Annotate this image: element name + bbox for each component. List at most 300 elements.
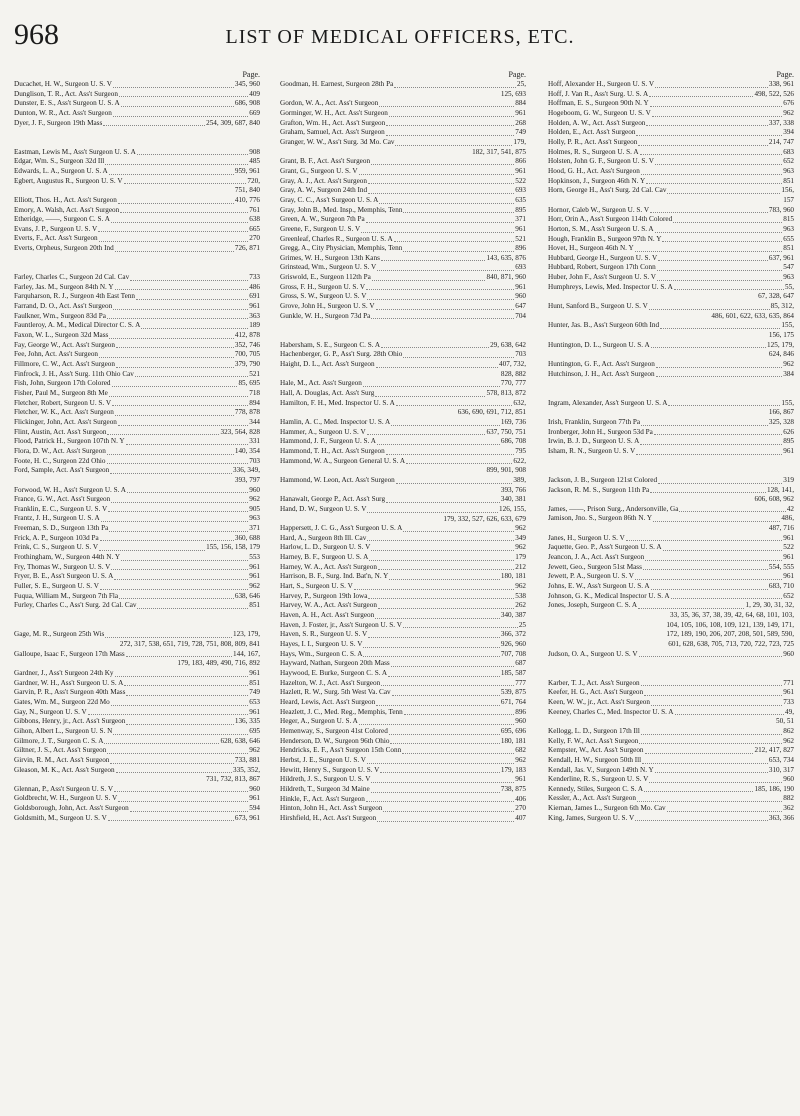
entry-name: Keen, W. W., jr., Act. Ass't Surgeon	[548, 697, 650, 706]
entry-name: Dunster, E. S., Ass't Surgeon U. S. A	[14, 99, 120, 108]
column-header: Page.	[508, 70, 526, 79]
dot-leader	[104, 743, 219, 744]
entry-name: Jewett, P. A., Surgeon U. S. V	[548, 572, 634, 581]
entry-pages: 963	[249, 514, 260, 523]
entry-name: Gunkle, W. H., Surgeon 73d Pa	[280, 311, 371, 320]
index-entry	[280, 611, 526, 621]
dot-leader	[107, 753, 248, 754]
dot-leader	[645, 560, 782, 561]
entry-pages-continued: 179, 183, 489, 490, 716, 892	[177, 659, 260, 668]
index-entry	[280, 534, 526, 544]
entry-name: Fay, George W., Act. Ass't Surgeon	[14, 340, 115, 349]
entry-name: Holsten, John G. F., Surgeon U. S. V	[548, 157, 654, 166]
dot-leader	[646, 183, 782, 184]
entry-pages: 693	[515, 263, 526, 272]
dot-leader	[111, 502, 248, 503]
entry-name: Farley, Charles C., Surgeon 2d Cal. Cav	[14, 273, 130, 282]
index-entry	[548, 553, 794, 563]
dot-leader	[124, 183, 247, 184]
entry-name: Irwin, B. J. D., Surgeon U. S. A	[548, 437, 640, 446]
index-entry	[14, 428, 260, 438]
dot-leader	[663, 550, 783, 551]
dot-leader	[113, 309, 248, 310]
dot-leader	[403, 251, 514, 252]
entry-name: Haven, J. Foster, jr., Ass't Surgeon U. S. V	[280, 620, 402, 629]
entry-pages: 407, 732,	[499, 360, 526, 368]
entry-pages: 961	[783, 572, 794, 581]
dot-leader	[105, 637, 232, 638]
index-entry	[548, 794, 794, 804]
index-entry	[548, 157, 794, 167]
entry-name: Ingram, Alexander, Ass't Surgeon U. S. A	[548, 398, 668, 407]
index-entry	[280, 814, 526, 824]
entry-name: Jewett, Geo., Surgeon 51st Mass	[548, 562, 642, 571]
entry-name: Hough, Franklin B., Surgeon 97th N. Y	[548, 234, 662, 243]
entry-pages: 795	[515, 446, 526, 455]
entry-pages: 962	[515, 524, 526, 533]
dot-leader	[642, 763, 768, 764]
entry-pages: 962	[249, 582, 260, 591]
dot-leader	[649, 309, 770, 310]
entry-name: Jaquette, Geo. P., Ass't Surgeon U. S. A	[548, 543, 662, 552]
entry-name: Huntington, G. F., Act. Ass't Surgeon	[548, 360, 655, 369]
dot-leader	[651, 589, 768, 590]
entry-pages: 594	[249, 804, 260, 813]
entry-pages: 961	[783, 446, 794, 455]
entry-name: Grimes, W. H., Surgeon 13th Kans	[280, 253, 380, 262]
dot-leader	[114, 791, 248, 792]
entry-pages: 905	[249, 504, 260, 513]
entry-name: Gay, N., Surgeon U. S. V	[14, 707, 87, 716]
dot-leader	[668, 405, 780, 406]
dot-leader	[116, 347, 234, 348]
entry-pages: 638, 646	[234, 591, 260, 600]
entry-name: Horn, George H., Ass't Surg. 2d Cal. Cav	[548, 186, 667, 195]
index-entry	[14, 698, 260, 708]
index-entry	[14, 418, 260, 428]
index-entry	[548, 119, 794, 129]
index-entry	[14, 215, 260, 225]
index-entry	[548, 263, 794, 273]
index-entry	[14, 360, 260, 370]
index-entry	[548, 534, 794, 544]
entry-pages: 42	[786, 504, 794, 513]
dot-leader	[111, 705, 248, 706]
index-entry	[280, 746, 526, 756]
index-entry	[548, 254, 794, 264]
index-entry	[280, 109, 526, 119]
index-entry	[548, 177, 794, 187]
entry-pages: 212	[515, 562, 526, 571]
index-entry	[280, 447, 526, 457]
entry-pages: 349	[515, 533, 526, 542]
index-entry	[280, 389, 526, 399]
entry-pages: 578, 813, 872	[486, 388, 526, 397]
entry-pages: 155, 156, 158, 179	[206, 543, 260, 552]
index-entry	[14, 157, 260, 167]
entry-pages: 189	[249, 321, 260, 330]
dot-leader	[354, 589, 514, 590]
index-entry	[548, 321, 794, 331]
index-entry	[548, 746, 794, 756]
entry-name: James, ——, Prison Surg., Andersonville, Ga	[548, 504, 679, 513]
entry-pages: 851	[783, 176, 794, 185]
index-entry	[280, 621, 526, 631]
entry-pages: 539, 875	[500, 688, 526, 697]
index-entry	[14, 389, 260, 399]
entry-pages: 212, 417, 827	[754, 746, 794, 755]
entry-pages: 638	[249, 215, 260, 224]
index-entry	[14, 756, 260, 766]
dot-leader	[376, 705, 500, 706]
dot-leader	[100, 540, 234, 541]
index-entry	[280, 708, 526, 718]
entry-pages: 961	[783, 688, 794, 697]
dot-leader	[391, 666, 515, 667]
index-entry	[548, 341, 794, 351]
dot-leader	[88, 714, 248, 715]
dot-leader	[367, 763, 514, 764]
entry-name: Holly, P. R., Act. Ass't Surgeon	[548, 137, 638, 146]
dot-leader	[379, 203, 514, 204]
entry-pages: 733	[249, 273, 260, 282]
entry-name: Grinstead, Wm., Surgeon U. S. V	[280, 263, 377, 272]
entry-name: Frink, C. S., Surgeon U. S. V	[14, 543, 99, 552]
entry-pages: 325, 328	[768, 417, 794, 426]
entry-pages: 626	[783, 427, 794, 436]
entry-name: Foote, H. C., Surgeon 22d Ohio	[14, 456, 106, 465]
entry-pages: 179	[515, 553, 526, 562]
entry-pages: 143, 635, 876	[486, 253, 526, 262]
index-entry	[280, 669, 526, 679]
entry-name: Kellogg, L. D., Surgeon 17th Ill	[548, 726, 640, 735]
dot-leader	[386, 125, 514, 126]
index-entry	[280, 138, 526, 148]
entry-pages: 486	[249, 282, 260, 291]
index-entry	[548, 235, 794, 245]
entry-name: Gross, S. W., Surgeon U. S. V	[280, 292, 367, 301]
dot-leader	[111, 222, 248, 223]
entry-pages: 268	[515, 118, 526, 127]
index-entry	[280, 80, 526, 90]
index-entry	[14, 804, 260, 814]
entry-pages: 363	[249, 311, 260, 320]
entry-name: Hays, Wm., Surgeon C. S. A	[280, 649, 363, 658]
dot-leader	[395, 145, 512, 146]
dot-leader	[115, 415, 234, 416]
index-entry	[280, 254, 526, 264]
entry-name: Goldsborough, John, Act. Ass't Surgeon	[14, 804, 129, 813]
dot-leader	[386, 502, 500, 503]
index-entry	[548, 592, 794, 602]
entry-name: Hard, A., Surgeon 8th Ill. Cav	[280, 533, 367, 542]
entry-name: Evans, J. P., Surgeon U. S. V	[14, 224, 98, 233]
index-entry	[548, 756, 794, 766]
entry-pages: 156,	[781, 186, 794, 195]
entry-name: Hood, G. H., Act. Ass't Surgeon	[548, 166, 640, 175]
entry-pages: 637, 750, 751	[486, 427, 526, 436]
entry-pages: 840, 871, 960	[486, 273, 526, 282]
entry-pages: 866	[515, 157, 526, 166]
entry-pages-continued: 601, 628, 638, 705, 713, 720, 722, 723, 725	[668, 640, 794, 648]
index-entry	[548, 370, 794, 380]
dot-leader	[655, 164, 782, 165]
dot-leader	[660, 328, 780, 329]
entry-pages: 959, 961	[234, 166, 260, 175]
entry-name: Hoff, J. Van R., Ass't Surg. U. S. A	[548, 89, 649, 98]
entry-name: Karber, T. J., Act. Ass't Surgeon	[548, 678, 640, 687]
entry-name: Kenderline, R. S., Surgeon U. S. V	[548, 775, 649, 784]
entry-name: Grove, John H., Surgeon U. S. V	[280, 302, 375, 311]
entry-pages: 733, 881	[234, 755, 260, 764]
index-entry	[14, 592, 260, 602]
index-entry	[548, 418, 794, 428]
dot-leader	[118, 425, 248, 426]
entry-name: Frick, A. P., Surgeon 103d Pa	[14, 533, 99, 542]
entry-name: Giltner, J. S., Act. Ass't Surgeon	[14, 746, 107, 755]
index-entry	[280, 505, 526, 515]
dot-leader	[406, 463, 512, 464]
dot-leader	[657, 280, 782, 281]
index-entry	[280, 688, 526, 698]
index-entry	[548, 244, 794, 254]
index-entry	[548, 698, 794, 708]
entry-pages-continued: 50, 51	[776, 717, 794, 726]
section-gap	[280, 331, 526, 341]
dot-leader	[116, 772, 232, 773]
index-entry	[548, 447, 794, 457]
entry-name: Isham, R. N., Surgeon U. S. V	[548, 446, 636, 455]
dot-leader	[119, 598, 234, 599]
dot-leader	[367, 299, 514, 300]
dot-leader	[376, 309, 515, 310]
entry-pages: 882	[783, 794, 794, 803]
index-entry	[548, 225, 794, 235]
entry-name: Hirshfield, H., Act. Ass't Surgeon	[280, 813, 377, 822]
dot-leader	[118, 203, 234, 204]
entry-name: Harney, W. A., Act. Ass't Surgeon	[280, 562, 377, 571]
entry-pages: 538	[515, 591, 526, 600]
index-entry	[14, 99, 260, 109]
entry-name: Hubbard, Robert, Surgeon 17th Conn	[548, 263, 656, 272]
index-entry	[14, 283, 260, 293]
index-entry	[280, 804, 526, 814]
dot-leader	[110, 473, 232, 474]
index-entry	[14, 437, 260, 447]
entry-name: Hemenway, S., Surgeon 41st Colored	[280, 726, 388, 735]
entry-pages-continued: 182, 317, 541, 875	[472, 147, 526, 156]
entry-name: Elliott, Thos. H., Act. Ass't Surgeon	[14, 195, 117, 204]
index-entry	[280, 196, 526, 206]
entry-pages: 962	[783, 108, 794, 117]
entry-pages: 896	[515, 244, 526, 253]
entry-name: Hopkinson, J., Surgeon 46th N. Y	[548, 176, 646, 185]
index-entry	[548, 727, 794, 737]
entry-pages: 683	[783, 147, 794, 156]
index-entry	[280, 157, 526, 167]
index-entry	[14, 708, 260, 718]
dot-leader	[109, 174, 234, 175]
entry-name: Kessler, A., Act. Ass't Surgeon	[548, 794, 636, 803]
index-entry	[14, 601, 260, 611]
index-entry	[14, 785, 260, 795]
dot-leader	[640, 154, 783, 155]
section-gap	[548, 669, 794, 679]
entry-pages-continued: 166, 867	[768, 408, 794, 417]
entry-pages: 344	[249, 417, 260, 426]
index-entry	[14, 466, 260, 476]
entry-pages: 655	[783, 234, 794, 243]
dot-leader	[403, 627, 518, 628]
entry-pages: 707, 708	[500, 649, 526, 658]
dot-leader	[671, 598, 783, 599]
entry-pages: 254, 309, 687, 840	[206, 118, 260, 127]
dot-leader	[136, 299, 248, 300]
index-entry	[280, 350, 526, 360]
dot-leader	[389, 116, 514, 117]
entry-pages: 270	[249, 234, 260, 243]
dot-leader	[115, 289, 249, 290]
dot-leader	[655, 772, 768, 773]
entry-name: Hamlin, A. C., Med. Inspector U. S. A	[280, 417, 391, 426]
entry-name: Etheridge, ——, Surgeon C. S. A	[14, 215, 110, 224]
entry-pages: 962	[783, 360, 794, 369]
entry-name: Hammond, T. H., Act. Ass't Surgeon	[280, 446, 385, 455]
dot-leader	[378, 569, 514, 570]
entry-name: Hewitt, Henry S., Surgeon U. S. V	[280, 765, 380, 774]
entry-pages: 963	[783, 166, 794, 175]
entry-pages: 960	[515, 292, 526, 301]
index-entry	[14, 582, 260, 592]
dot-leader	[361, 232, 514, 233]
entry-pages-continued: 751, 840	[234, 186, 260, 195]
entry-name: Hogeboom, G. W., Surgeon U. S. V	[548, 108, 651, 117]
index-entry	[14, 543, 260, 553]
page-number: 968	[14, 18, 59, 51]
dot-leader	[641, 685, 783, 686]
entry-name: Holden, A. W., Act. Ass't Surgeon	[548, 118, 646, 127]
index-columns	[14, 70, 794, 1110]
entry-pages: 703	[249, 456, 260, 465]
dot-leader	[655, 232, 783, 233]
entry-pages: 961	[249, 572, 260, 581]
dot-leader	[126, 444, 249, 445]
index-entry	[14, 350, 260, 360]
index-entry	[280, 128, 526, 138]
index-entry	[548, 148, 794, 158]
entry-pages: 126, 155,	[499, 504, 526, 513]
index-entry	[548, 90, 794, 100]
entry-pages: 778, 878	[234, 408, 260, 417]
index-entry	[14, 312, 260, 322]
entry-name: Jeancon, J. A., Act. Ass't Surgeon	[548, 553, 645, 562]
index-entry	[548, 766, 794, 776]
entry-pages: 815	[783, 215, 794, 224]
dot-leader	[675, 714, 785, 715]
dot-leader	[118, 801, 248, 802]
entry-pages-continued: 125, 693	[500, 89, 526, 98]
index-entry	[14, 534, 260, 544]
entry-pages: 412, 878	[234, 331, 260, 339]
index-entry	[280, 263, 526, 273]
entry-pages: 647	[515, 302, 526, 311]
dot-leader	[121, 106, 234, 107]
entry-name: Kennedy, Stiles, Surgeon C. S. A	[548, 784, 644, 793]
entry-name: Heger, A., Surgeon U. S. A	[280, 717, 358, 726]
entry-name: Kiernan, James L., Surgeon 6th Mo. Cav	[548, 804, 666, 813]
index-entry	[548, 708, 794, 718]
index-entry	[14, 572, 260, 582]
index-entry	[14, 553, 260, 563]
entry-pages: 485	[249, 157, 260, 166]
entry-name: Hoff, Alexander H., Surgeon U. S. V	[548, 80, 655, 88]
dot-leader	[99, 241, 249, 242]
entry-name: Hammer, A., Surgeon U. S. V	[280, 427, 366, 436]
entry-pages: 340, 381	[500, 495, 526, 504]
entry-pages-continued: 899, 901, 908	[486, 466, 526, 475]
entry-pages: 331	[249, 437, 260, 446]
dot-leader	[391, 425, 500, 426]
entry-name: Gray, C. C., Ass't Surgeon U. S. A	[280, 195, 379, 204]
entry-name: Holden, E., Act. Ass't Surgeon	[548, 128, 636, 137]
entry-name: Hunt, Sanford B., Surgeon U. S. V	[548, 302, 648, 311]
section-gap	[548, 379, 794, 389]
dot-leader	[667, 193, 780, 194]
dot-leader	[388, 676, 500, 677]
entry-name: Griswold, E., Surgeon 112th Pa	[280, 273, 371, 282]
entry-name: Gregg, A., City Physician, Memphis, Tenn	[280, 244, 403, 253]
entry-name: Keeney, Charles C., Med. Inspector U. S. A	[548, 707, 674, 716]
entry-pages: 895	[783, 437, 794, 446]
index-entry	[548, 505, 794, 515]
index-column-2	[280, 70, 526, 1110]
entry-pages: 703	[515, 350, 526, 359]
dot-leader	[120, 212, 248, 213]
entry-name: Gardner, J., Ass't Surgeon 24th Ky	[14, 668, 114, 677]
dot-leader	[101, 521, 248, 522]
index-entry	[280, 215, 526, 225]
entry-pages: 962	[515, 755, 526, 764]
dot-leader	[376, 367, 498, 368]
dot-leader	[641, 425, 768, 426]
entry-name: Everts, Orpheus, Surgeon 20th Ind	[14, 244, 114, 253]
entry-name: Hale, M., Act. Ass't Surgeon	[280, 379, 362, 388]
entry-pages: 961	[783, 553, 794, 562]
entry-pages: 962	[249, 746, 260, 755]
entry-pages: 632,	[513, 398, 526, 407]
index-entry	[280, 572, 526, 582]
dot-leader	[111, 569, 248, 570]
dot-leader	[115, 251, 234, 252]
entry-name: Heazlett, J. C., Med. Reg., Memphis, Tenn	[280, 707, 403, 716]
dot-leader	[657, 270, 783, 271]
index-entry	[14, 563, 260, 573]
entry-pages: 726, 871	[234, 244, 260, 253]
entry-pages: 55,	[785, 282, 794, 291]
index-entry	[280, 756, 526, 766]
dot-leader	[652, 116, 782, 117]
entry-pages: 652	[783, 591, 794, 600]
index-entry	[14, 292, 260, 302]
index-entry	[280, 601, 526, 611]
entry-pages: 409	[249, 89, 260, 98]
entry-name: Hammond, W. A., Surgeon General U. S. A	[280, 456, 406, 465]
index-entry	[14, 379, 260, 389]
entry-pages: 554, 555	[768, 562, 794, 571]
entry-name: Hazlett, R. W., Surg. 5th West Va. Cav	[280, 688, 391, 697]
entry-name: Ironberger, John H., Surgeon 53d Pa	[548, 427, 653, 436]
index-entry	[280, 659, 526, 669]
